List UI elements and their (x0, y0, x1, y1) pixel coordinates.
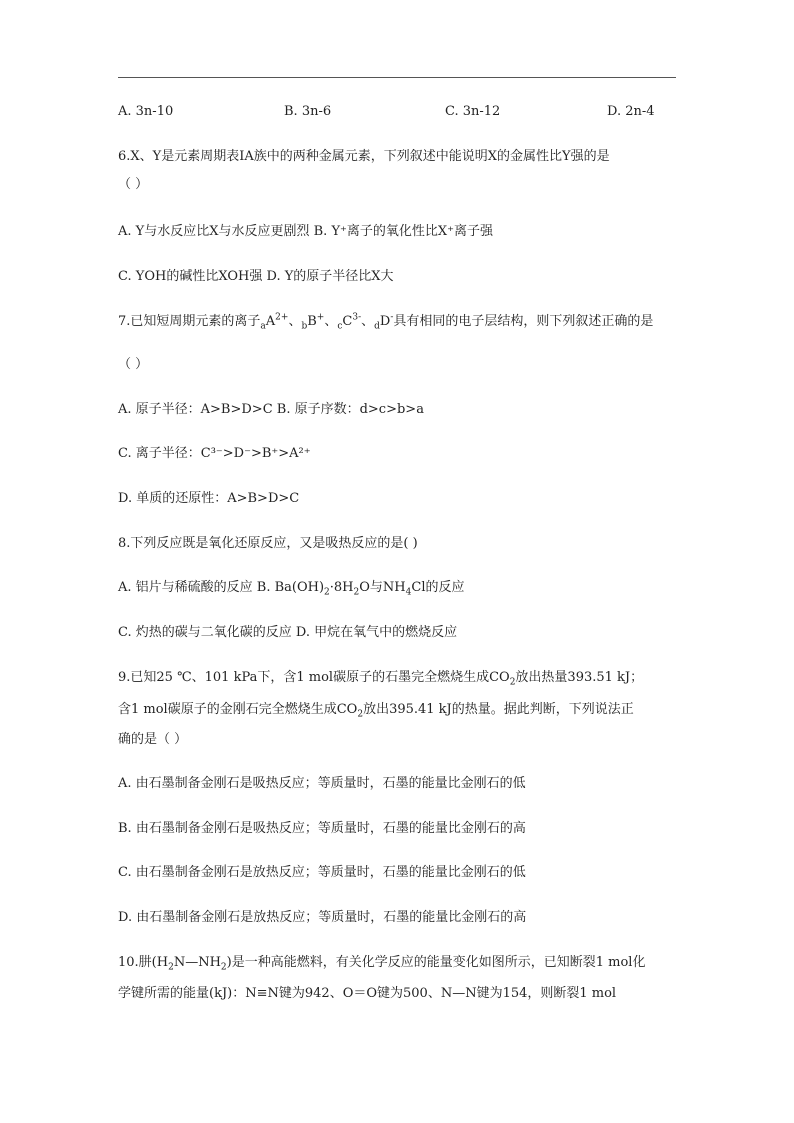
q5-option-d: D. 2n-4 (607, 104, 655, 119)
q9-stem-line3: 确的是（ ） (118, 732, 188, 747)
q8-options-cd: C. 灼热的碳与二氧化碳的反应 D. 甲烷在氧气中的燃烧反应 (118, 625, 458, 640)
q6-options-ab: A. Y与水反应比X与水反应更剧烈 B. Y⁺离子的氧化性比X⁺离子强 (118, 224, 494, 239)
q9-option-b: B. 由石墨制备金刚石是吸热反应；等质量时，石墨的能量比金刚石的高 (118, 821, 526, 836)
q7-options-ab: A. 原子半径：A>B>D>C B. 原子序数：d>c>b>a (118, 402, 424, 417)
q6-options-cd: C. YOH的碱性比XOH强 D. Y的原子半径比X大 (118, 269, 394, 284)
q7-paren: （ ） (118, 357, 149, 372)
q10-stem-line1: 10.肼$(H_2N—NH_2)$是一种高能燃料，有关化学反应的能量变化如图所示，已知断裂1 mol化 (118, 955, 646, 973)
q9-option-c: C. 由石墨制备金刚石是放热反应；等质量时，石墨的能量比金刚石的低 (118, 865, 526, 880)
q5-options (118, 104, 678, 120)
q7-stem-pre: 7.已知短周期元素的离子 (118, 314, 261, 329)
header-rule (118, 77, 676, 78)
q6-paren: （ ） (118, 177, 149, 192)
q7-stem-post: 具有相同的电子层结构，则下列叙述正确的是 (393, 314, 654, 329)
q9-stem-line2: 含1 mol碳原子的金刚石完全燃烧生成$CO_2$放出395.41 kJ的热量。据此判断，下列说法正 (118, 702, 634, 720)
q9-stem-line1: 9.已知25 ℃、101 kPa下，含1 mol碳原子的石墨完全燃烧生成$CO_2$放出热量393.51 kJ； (118, 670, 644, 688)
q6-stem: 6.X、Y是元素周期表ⅠA族中的两种金属元素，下列叙述中能说明X的金属性比Y强的是 (118, 149, 610, 164)
q9-option-a: A. 由石墨制备金刚石是吸热反应；等质量时，石墨的能量比金刚石的低 (118, 776, 526, 791)
q7-option-c: C. 离子半径：C³⁻>D⁻>B⁺>A²⁺ (118, 446, 311, 461)
q8-option-a-text: A. 铝片与稀硫酸的反应 B. Ba(OH) (118, 580, 325, 595)
q7-stem: 7.已知短周期元素的离子$_aA^{2+}$、$_b$B+、$_cC^{3-}$、$_d$D-具有相同的电子层结构，则下列叙述正确的是 (118, 312, 654, 332)
q8-options-ab: A. 铝片与稀硫酸的反应 B. $Ba(OH)_2\cdot 8H_2O$与$NH_4Cl$的反应 (118, 580, 465, 598)
q9-option-d: D. 由石墨制备金刚石是放热反应；等质量时，石墨的能量比金刚石的高 (118, 910, 527, 925)
q7-option-d: D. 单质的还原性：A>B>D>C (118, 491, 300, 506)
q10-stem-line2: 学键所需的能量(kJ)：N≡N键为942、O＝O键为500、N—N键为154，则断裂1 mol (118, 986, 617, 1001)
q5-option-a: A. 3n-10 (118, 104, 174, 119)
q5-option-b: B. 3n-6 (284, 104, 332, 119)
q5-option-c: C. 3n-12 (445, 104, 501, 119)
q8-stem: 8.下列反应既是氧化还原反应，又是吸热反应的是( ) (118, 536, 418, 551)
